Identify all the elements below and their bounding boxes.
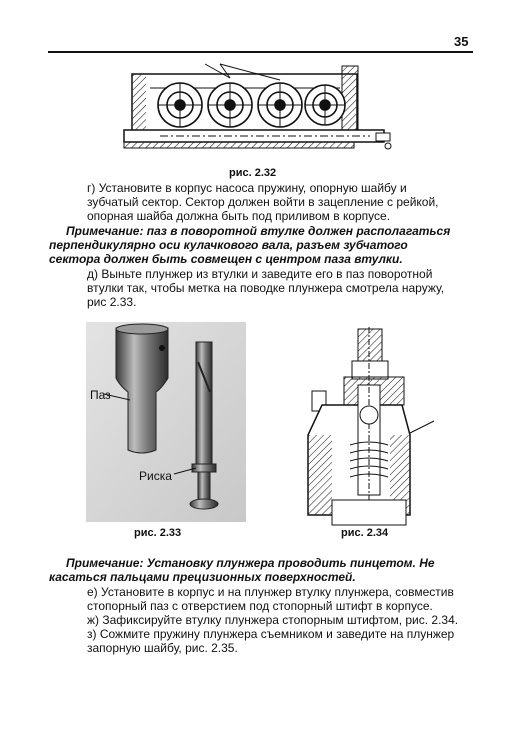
paragraph-g-line-2: зубчатый сектор. Сектор должен войти в зацепление с рейкой,: [87, 195, 439, 209]
note-1-line-1: Примечание: паз в поворотной втулке должен располагаться: [66, 224, 451, 238]
paragraph-zh-line-1: ж) Зафиксируйте втулку плунжера стопорным штифтом, рис. 2.34.: [87, 613, 459, 627]
paragraph-d-line-3: рис 2.33.: [87, 295, 137, 309]
figure-2-34-drawing: [292, 325, 442, 530]
paragraph-g-line-3: опорная шайба должна быть под приливом в корпусе.: [87, 209, 391, 223]
paragraph-e-line-1: е) Установите в корпус и на плунжер втулку плунжера, совместив: [87, 585, 454, 599]
figure-2-33-caption: рис. 2.33: [134, 527, 182, 539]
note-2-line-2: касаться пальцами прецизионных поверхностей.: [49, 570, 356, 584]
figure-2-33-photo: [86, 322, 246, 522]
paragraph-e-line-2: стопорный паз с отверстием под стопорный штифт в корпусе.: [87, 599, 433, 613]
note-1-line-2: перпендикулярно оси кулачкового вала, разъем зубчатого: [49, 238, 408, 252]
label-riska: Риска: [139, 469, 172, 483]
figure-2-34-caption: рис. 2.34: [341, 527, 389, 539]
figure-2-32-caption: рис. 2.32: [229, 167, 277, 179]
paragraph-d-line-2: втулки так, чтобы метка на поводке плунжера смотрела наружу,: [87, 281, 445, 295]
paragraph-z-line-1: з) Сожмите пружину плунжера съемником и заведите на плунжер: [87, 627, 455, 641]
note-1-line-3: сектора должен быть совмещен с центром паза втулки.: [49, 252, 403, 266]
page-number: 35: [454, 34, 469, 49]
paragraph-d-line-1: д) Выньте плунжер из втулки и заведите его в паз поворотной: [87, 267, 433, 281]
paragraph-g-line-1: г) Установите в корпус насоса пружину, опорную шайбу и: [87, 181, 407, 195]
paragraph-z-line-2: запорную шайбу, рис. 2.35.: [87, 641, 238, 655]
note-2-line-1: Примечание: Установку плунжера проводить пинцетом. Не: [66, 556, 435, 570]
header-rule: [48, 51, 473, 53]
figure-2-32-drawing: [120, 60, 405, 165]
label-paz: Паз: [90, 388, 111, 402]
